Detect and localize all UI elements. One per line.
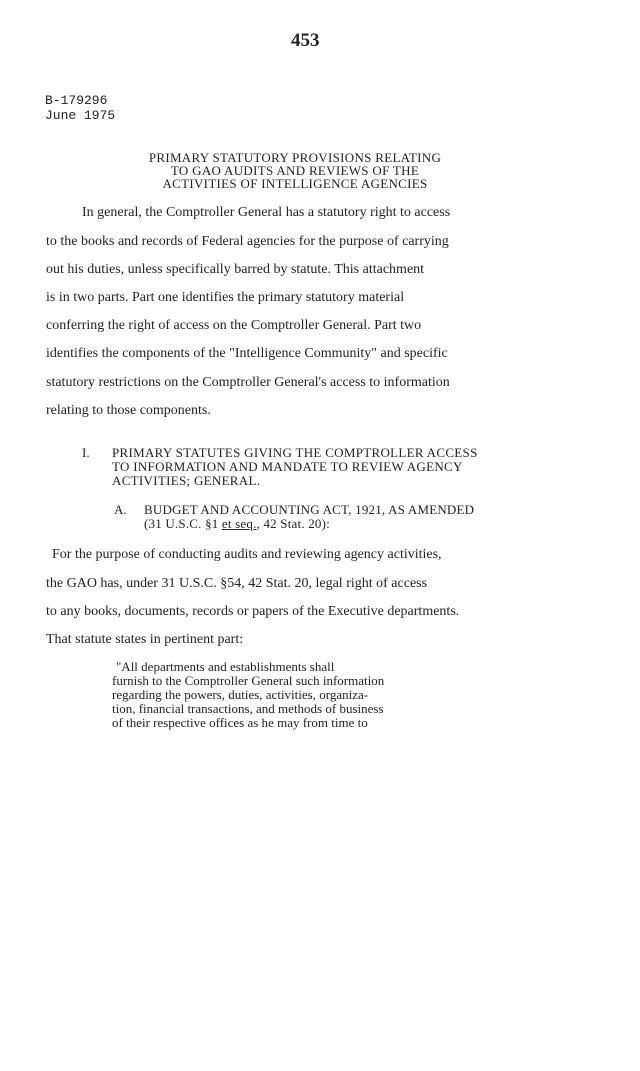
citation-end: , 42 Stat. 20): bbox=[256, 516, 330, 531]
section-heading-line: PRIMARY STATUTES GIVING THE COMPTROLLER ACCESS bbox=[112, 445, 478, 460]
intro-line: relating to those components. bbox=[46, 403, 211, 418]
title-line: PRIMARY STATUTORY PROVISIONS RELATING bbox=[148, 150, 442, 165]
document-title bbox=[100, 151, 490, 190]
body-line: That statute states in pertinent part: bbox=[46, 632, 244, 647]
body-line: For the purpose of conducting audits and reviewing agency activities, bbox=[52, 547, 442, 562]
title-line: TO GAO AUDITS AND REVIEWS OF THE bbox=[170, 163, 420, 178]
intro-line: out his duties, unless specifically barred by statute. This attachment bbox=[46, 262, 425, 277]
subsection-letter: A. bbox=[114, 502, 127, 517]
block-quote bbox=[112, 660, 384, 730]
quote-line: of their respective offices as he may from time to bbox=[112, 715, 368, 730]
document-date: June 1975 bbox=[45, 108, 116, 123]
intro-line: to the books and records of Federal agencies for the purpose of carrying bbox=[46, 234, 449, 249]
quote-line: regarding the powers, duties, activities, organiza- bbox=[112, 687, 369, 702]
citation-et-seq: et seq. bbox=[221, 516, 257, 531]
intro-line: identifies the components of the "Intelligence Community" and specific bbox=[46, 346, 448, 361]
body-line: the GAO has, under 31 U.S.C. §54, 42 Stat. 20, legal right of access bbox=[46, 576, 428, 591]
intro-line: is in two parts. Part one identifies the primary statutory material bbox=[46, 290, 405, 305]
subsection-heading-line: BUDGET AND ACCOUNTING ACT, 1921, AS AMENDED bbox=[144, 502, 475, 517]
citation-start: (31 U.S.C. §1 bbox=[144, 516, 222, 531]
intro-line: In general, the Comptroller General has a statutory right to access bbox=[82, 205, 451, 220]
reference-number: B-179296 bbox=[45, 93, 108, 108]
body-line: to any books, documents, records or papers of the Executive departments. bbox=[46, 604, 460, 619]
section-number: I. bbox=[82, 445, 90, 460]
intro-line: statutory restrictions on the Comptroller General's access to information bbox=[46, 375, 450, 390]
quote-line: furnish to the Comptroller General such information bbox=[112, 673, 385, 688]
subsection-citation bbox=[144, 517, 474, 531]
quote-line: "All departments and establishments shall bbox=[116, 659, 335, 674]
section-heading-line: ACTIVITIES; GENERAL. bbox=[112, 473, 261, 488]
intro-line: conferring the right of access on the Comptroller General. Part two bbox=[46, 318, 422, 333]
title-line: ACTIVITIES OF INTELLIGENCE AGENCIES bbox=[162, 176, 428, 191]
page-number: 453 bbox=[291, 30, 320, 51]
section-heading-line: TO INFORMATION AND MANDATE TO REVIEW AGENCY bbox=[112, 459, 463, 474]
quote-line: tion, financial transactions, and methods of business bbox=[112, 701, 384, 716]
document-header bbox=[45, 93, 115, 123]
